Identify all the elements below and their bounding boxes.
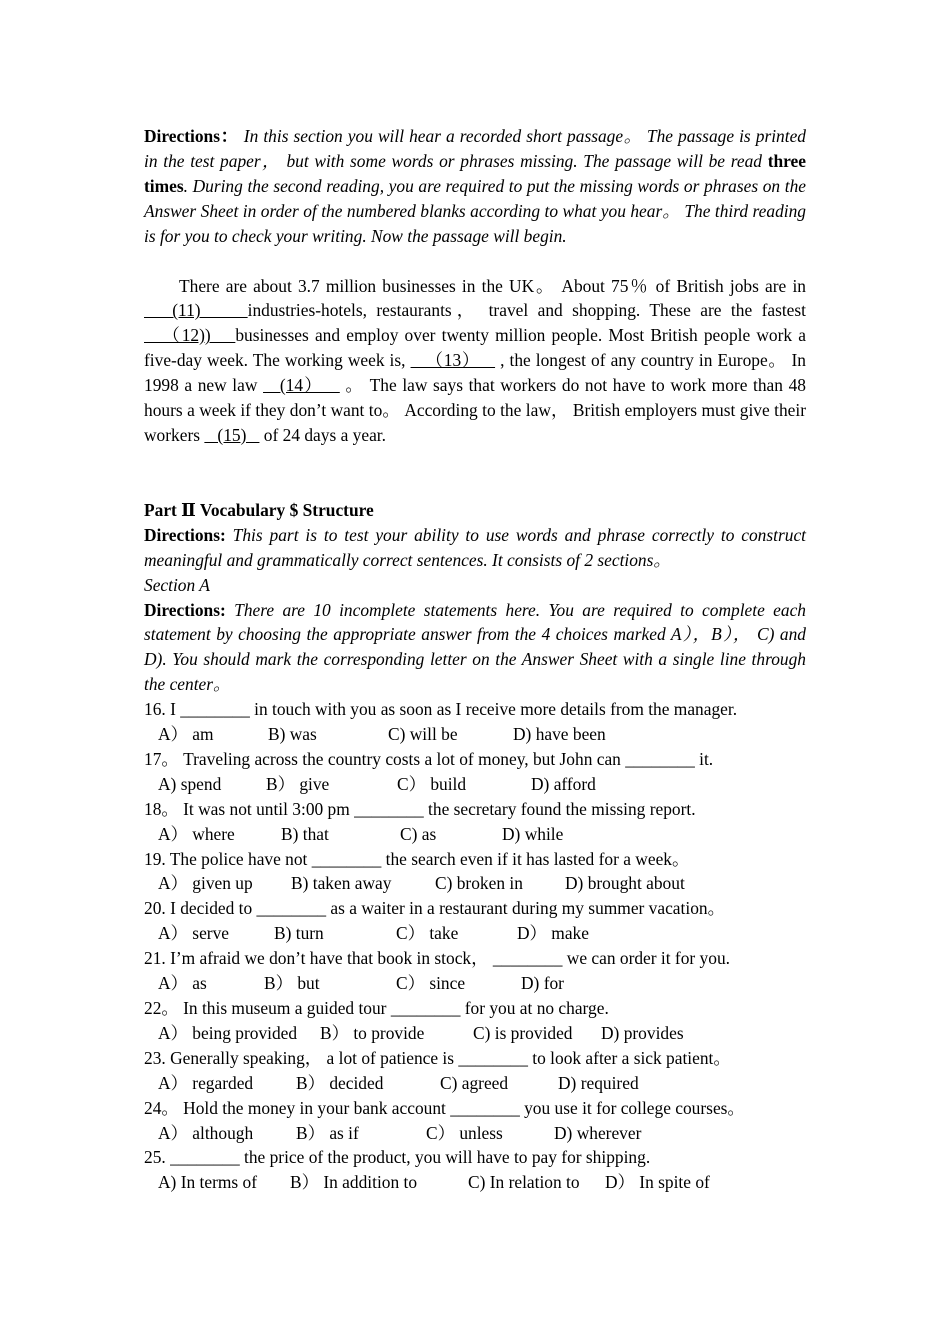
option-a: A) spend: [158, 773, 222, 794]
question-stem: 18。 It was not until 3:00 pm ________ the secretary found the missing report.: [144, 798, 696, 819]
option-d: D) brought about: [565, 873, 685, 894]
section-directions: Directions: There are 10 incomplete statements here. You are required to complete each statement by choosing the appropriate answer from the 4 choices marked A），B）， C) and D). You should mark the corresponding letter on the Answer Sheet with a single line through the center。: [144, 599, 806, 695]
question-options: [144, 921, 806, 946]
listening-directions: [144, 124, 806, 249]
question-stem: 23. Generally speaking， a lot of patience is ________ to look after a sick patient。: [144, 1047, 731, 1068]
option-c: C) broken in: [435, 873, 523, 894]
question-item: [144, 1046, 806, 1096]
question-options: [144, 971, 806, 996]
option-d: D) provides: [601, 1022, 684, 1043]
question-options: [144, 1021, 806, 1046]
option-a: A） being provided: [158, 1022, 298, 1043]
blank-11: (11): [144, 300, 248, 321]
option-d: D) required: [558, 1072, 639, 1093]
question-stem: 24。 Hold the money in your bank account ________ you use it for college courses。: [144, 1097, 745, 1118]
question-options: [144, 1170, 806, 1195]
option-b: B） decided: [296, 1072, 384, 1093]
option-b: B) turn: [274, 923, 324, 944]
option-b: B) that: [281, 823, 329, 844]
question-item: [144, 847, 806, 897]
blank-12: （12)): [144, 325, 236, 346]
question-options: [144, 1121, 806, 1146]
option-a: A） where: [158, 823, 235, 844]
option-b: B） give: [266, 773, 330, 794]
question-item: [144, 946, 806, 996]
part-directions: Directions: This part is to test your ability to use words and phrase correctly to construct meaningful and grammatically correct sentences. It consists of 2 sections。: [144, 524, 806, 570]
question-stem: 19. The police have not ________ the search even if it has lasted for a week。: [144, 848, 690, 869]
exam-page: [144, 124, 806, 1195]
option-d: D) for: [521, 973, 564, 994]
question-stem: 22。 In this museum a guided tour ________ for you at no charge.: [144, 998, 609, 1018]
question-stem: 25. ________ the price of the product, you will have to pay for shipping.: [144, 1147, 651, 1168]
option-a: A） although: [158, 1122, 254, 1143]
option-a: A） regarded: [158, 1072, 254, 1093]
option-a: A) In terms of: [158, 1172, 258, 1193]
blank-13: （13）: [410, 350, 496, 371]
question-item: [144, 797, 806, 847]
option-b: B） In addition to: [290, 1172, 418, 1193]
option-d: D) wherever: [554, 1122, 642, 1143]
option-c: C) will be: [388, 724, 458, 745]
option-b: B） to provide: [320, 1022, 425, 1043]
option-d: D) have been: [513, 724, 606, 745]
option-c: C) is provided: [473, 1022, 573, 1043]
question-list: [144, 697, 806, 1195]
question-options: [144, 772, 806, 797]
question-options: [144, 1071, 806, 1096]
part-title: Part Ⅱ Vocabulary $ Structure: [144, 499, 374, 520]
question-item: [144, 996, 806, 1046]
option-a: A） given up: [158, 873, 253, 894]
question-stem: 21. I’m afraid we don’t have that book in stock， ________ we can order it for you.: [144, 948, 730, 969]
question-stem: 17。 Traveling across the country costs a lot of money, but John can ________ it.: [144, 748, 714, 769]
option-c: C) In relation to: [468, 1172, 580, 1193]
option-a: A） am: [158, 724, 214, 745]
question-item: [144, 1145, 806, 1195]
option-a: A） as: [158, 973, 207, 994]
option-c: C） since: [396, 973, 466, 994]
option-b: B) taken away: [291, 873, 392, 894]
question-item: [144, 1096, 806, 1146]
directions-text: In this section you will hear a recorded short passage。 The passage is printed in the test paper， but with some words or phrases missing. The passage will be read: [144, 126, 806, 171]
option-c: C） take: [396, 923, 459, 944]
question-options: [144, 722, 806, 747]
option-d: D） In spite of: [605, 1172, 710, 1193]
blank-15: (15): [204, 424, 260, 445]
question-stem: 16. I ________ in touch with you as soon as I receive more details from the manager.: [144, 699, 738, 720]
option-d: D） make: [517, 923, 589, 944]
directions-label: Directions：: [144, 126, 239, 146]
question-item: [144, 697, 806, 747]
question-item: [144, 896, 806, 946]
option-b: B） as if: [296, 1122, 359, 1143]
directions-text-cont: . During the second reading, you are required to put the missing words or phrases on the Answer Sheet in order of the numbered blanks according to what you hear。 The third reading is for you to check your writing. Now the passage will begin.: [144, 175, 806, 246]
option-a: A） serve: [158, 923, 229, 944]
option-c: C) agreed: [440, 1072, 509, 1093]
question-options: [144, 822, 806, 847]
dictation-passage: There are about 3.7 million businesses in the UK。 About 75％ of British jobs are in (11) industries-hotels, restaurants， travel and shopping. These are the fastest （12)) businesses and employ over twenty million people. Most British people work a five-day week. The working week is, （13） , the longest of any country in Europe。 In 1998 a new law (14） 。 The law says that workers do not have to work more than 48 hours a week if they don’t want to。 According to the law， British employers must give their workers (15) of 24 days a year.: [144, 275, 807, 445]
option-c: C） unless: [426, 1122, 503, 1143]
section-title: Section A: [144, 574, 210, 595]
question-item: [144, 747, 806, 797]
directions-emphasis: three times: [144, 150, 806, 196]
option-d: D) while: [502, 823, 564, 844]
question-stem: 20. I decided to ________ as a waiter in a restaurant during my summer vacation。: [144, 898, 725, 919]
option-c: C） build: [397, 773, 467, 794]
option-b: B) was: [268, 724, 317, 745]
blank-14: (14）: [263, 375, 340, 396]
option-b: B） but: [264, 973, 320, 994]
option-c: C) as: [400, 823, 437, 844]
question-options: [144, 871, 806, 896]
option-d: D) afford: [531, 773, 596, 794]
